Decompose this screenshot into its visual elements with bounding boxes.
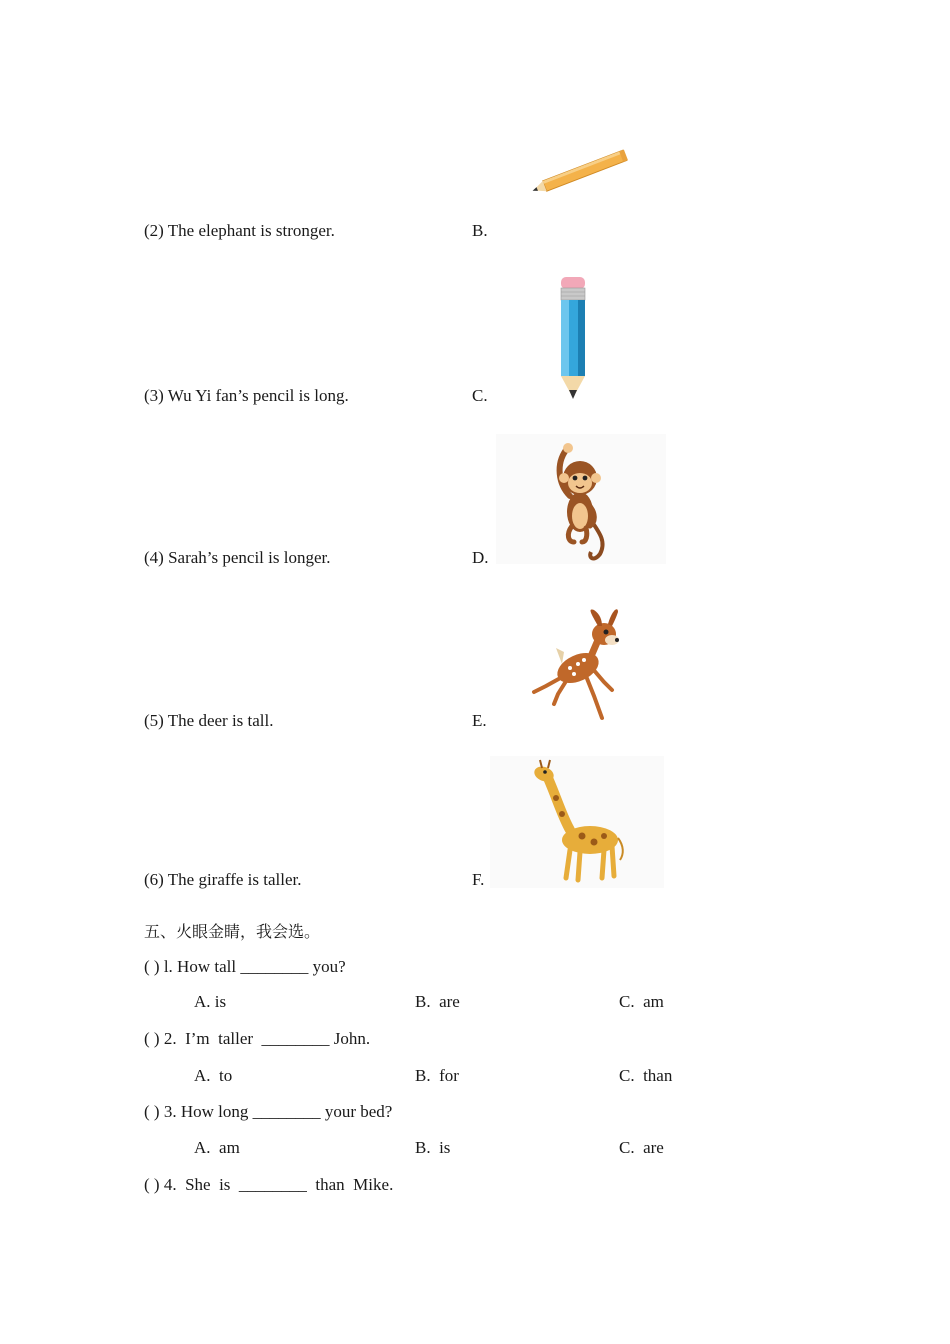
question-4-stem: ( ) 4. She is ________ than Mike. — [144, 1175, 394, 1194]
option-letter-c: C. — [472, 386, 488, 405]
option-letter-f: F. — [472, 870, 485, 889]
deer-image — [528, 606, 628, 724]
question-1-option-a: A. is — [194, 992, 227, 1011]
sentence-6: (6) The giraffe is taller. — [144, 870, 302, 889]
question-3-option-c: C. are — [619, 1138, 664, 1157]
question-3-stem: ( ) 3. How long ________ your bed? — [144, 1102, 393, 1121]
section-heading: 五、火眼金睛，我会选。 — [144, 922, 321, 941]
question-2-option-c: C. than — [619, 1066, 673, 1085]
long-pencil-image — [556, 276, 590, 404]
giraffe-image — [490, 756, 664, 888]
short-pencil-image — [528, 148, 632, 196]
option-letter-e: E. — [472, 711, 487, 730]
question-3-option-a: A. am — [194, 1138, 240, 1157]
sentence-4: (4) Sarah’s pencil is longer. — [144, 548, 331, 567]
option-letter-d: D. — [472, 548, 489, 567]
question-1-option-c: C. am — [619, 992, 664, 1011]
question-3-option-b: B. is — [415, 1138, 451, 1157]
sentence-3: (3) Wu Yi fan’s pencil is long. — [144, 386, 349, 405]
monkey-image — [496, 434, 666, 564]
question-2-option-b: B. for — [415, 1066, 459, 1085]
sentence-5: (5) The deer is tall. — [144, 711, 274, 730]
sentence-2: (2) The elephant is stronger. — [144, 221, 335, 240]
question-2-stem: ( ) 2. I’m taller ________ John. — [144, 1029, 371, 1048]
question-1-option-b: B. are — [415, 992, 460, 1011]
question-2-option-a: A. to — [194, 1066, 233, 1085]
question-1-stem: ( ) l. How tall ________ you? — [144, 957, 346, 976]
option-letter-b: B. — [472, 221, 488, 240]
